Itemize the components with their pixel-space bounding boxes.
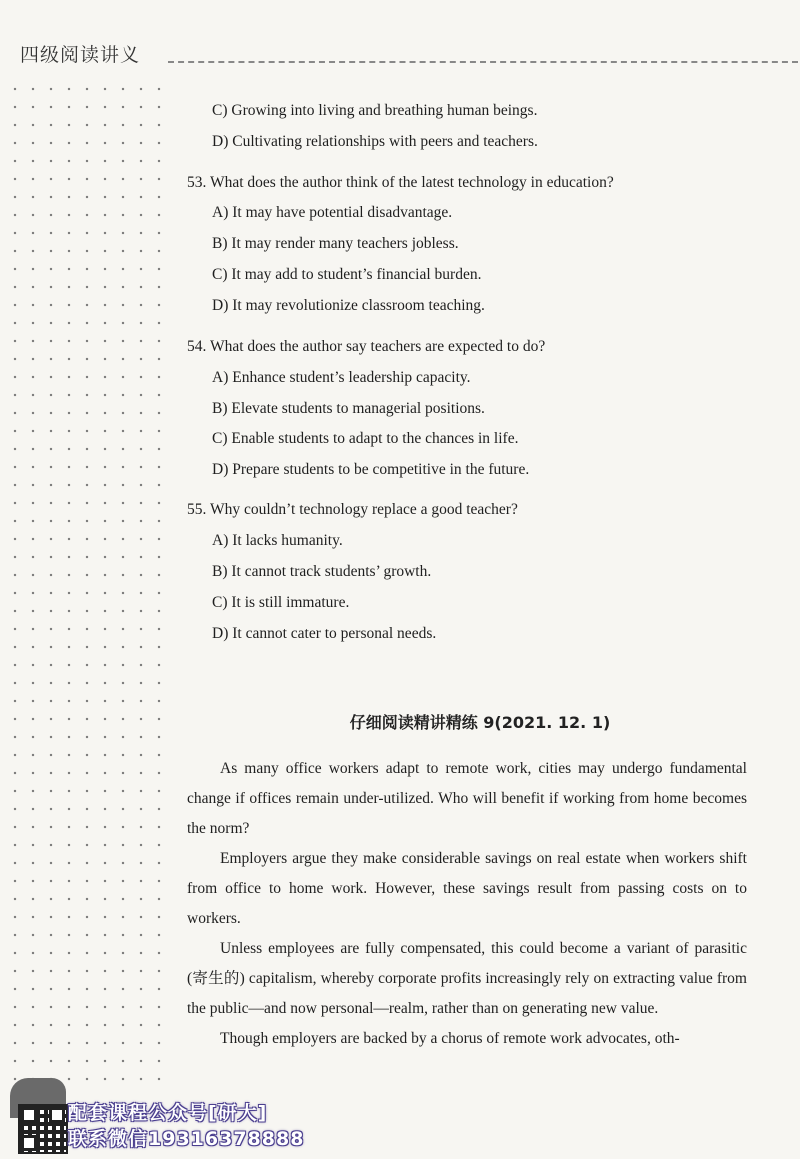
q53-option-c: C) It may add to student’s financial burden. — [212, 266, 482, 283]
q55-option-b: B) It cannot track students’ growth. — [212, 563, 432, 580]
q55-stem: 55. Why couldn’t technology replace a good teacher? — [187, 501, 518, 518]
q53-stem: 53. What does the author think of the latest technology in education? — [187, 174, 614, 191]
passage-paragraph: Though employers are backed by a chorus of remote work advocates, oth- — [220, 1030, 680, 1047]
header-title: 四级阅读讲义 — [20, 44, 141, 66]
passage-paragraph: Unless employees are fully compensated, this could become a variant of parasitic (寄生的) capitalism, whereby corporate profits increasingly rely on extracting value from the public—and now personal—realm, rather than on generating new value. — [187, 940, 747, 1017]
q53-option-b: B) It may render many teachers jobless. — [212, 235, 459, 252]
footer-promo-line2: 联系微信19316378888 — [68, 1128, 305, 1150]
q53-option-d: D) It may revolutionize classroom teaching. — [212, 297, 485, 314]
q52-option-d: D) Cultivating relationships with peers and teachers. — [212, 133, 538, 150]
passage — [187, 754, 747, 1054]
qr-code-icon — [18, 1104, 68, 1154]
q54-option-a: A) Enhance student’s leadership capacity. — [212, 369, 471, 386]
q53-option-a: A) It may have potential disadvantage. — [212, 204, 453, 221]
section-title: 仔细阅读精讲精练 9(2021. 12. 1) — [349, 713, 611, 732]
q55-option-c: C) It is still immature. — [212, 594, 350, 611]
q52-option-c: C) Growing into living and breathing human beings. — [212, 102, 538, 119]
footer-promo-line1: 配套课程公众号[研大] — [68, 1102, 268, 1124]
q55-option-d: D) It cannot cater to personal needs. — [212, 625, 437, 642]
passage-paragraph: Employers argue they make considerable savings on real estate when workers shift from office to home work. However, these savings result from passing costs on to workers. — [187, 850, 747, 927]
q55-option-a: A) It lacks humanity. — [212, 532, 343, 549]
q54-option-c: C) Enable students to adapt to the chances in life. — [212, 430, 519, 447]
q54-option-d: D) Prepare students to be competitive in the future. — [212, 461, 530, 478]
q54-option-b: B) Elevate students to managerial positions. — [212, 400, 485, 417]
q54-stem: 54. What does the author say teachers are expected to do? — [187, 338, 546, 355]
passage-paragraph: As many office workers adapt to remote work, cities may undergo fundamental change if offices remain under-utilized. Who will benefit if working from home becomes the norm? — [187, 760, 747, 837]
